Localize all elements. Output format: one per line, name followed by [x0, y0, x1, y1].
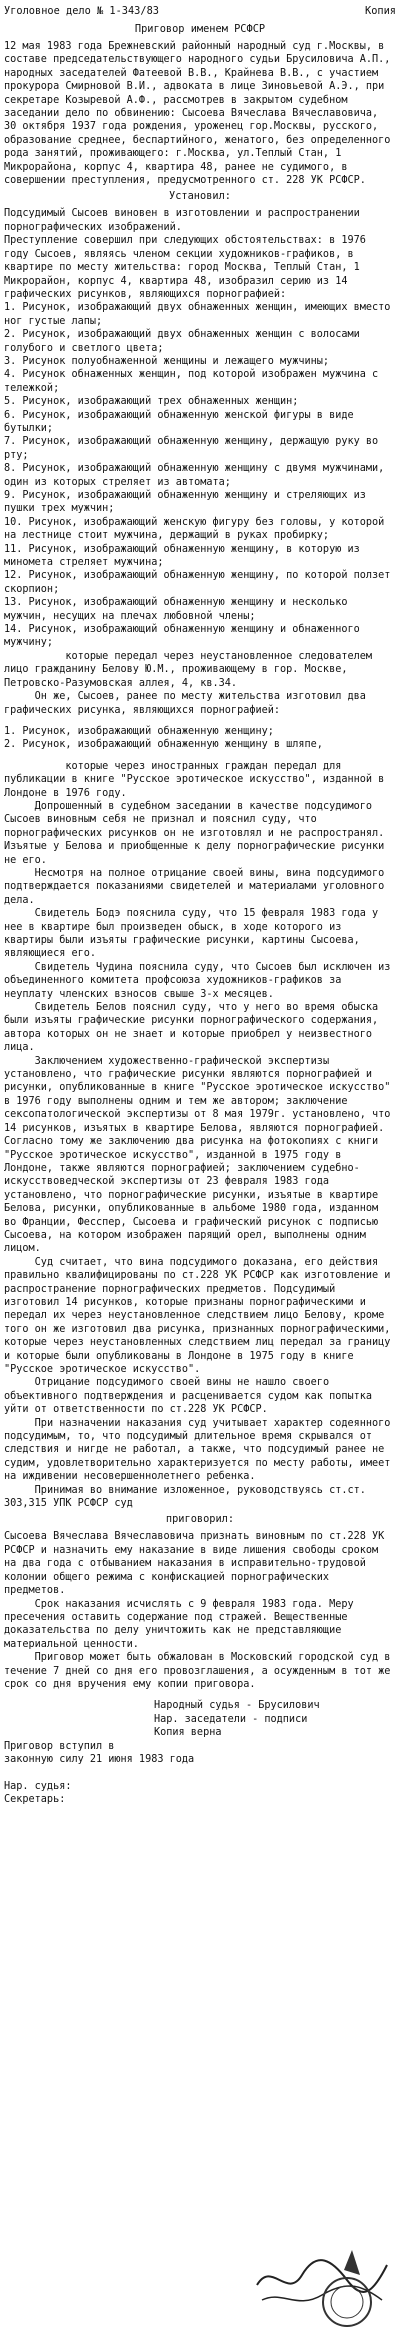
paragraph-7: Несмотря на полное отрицание своей вины, вина подсудимого подтверждается показаниями свидетелей и материалами уголовного дела.: [4, 867, 391, 906]
list-item: 2. Рисунок, изображающий двух обнаженных женщин с волосами голубого и светлого цвета;: [4, 329, 366, 354]
copy-certified-line: Копия верна: [154, 1727, 222, 1739]
case-number: Уголовное дело № 1-343/83: [4, 5, 159, 17]
sentenced-heading: приговорил:: [165, 1513, 235, 1526]
list-item: 1. Рисунок, изображающий обнаженную женщину;: [4, 725, 274, 737]
paragraph-16: Сысоева Вячеслава Вячеславовича признать виновным по ст.228 УК РСФСР и назначить ему наказание в виде лишения свободы сроком на два года с отбыванием наказания в исправительно-трудовой колонии общего режима с конфискацией порнографических предметов.: [4, 1531, 391, 1597]
list-item: 6. Рисунок, изображающий обнаженную женской фигуры в виде бутылки;: [4, 409, 360, 434]
list-item: 2. Рисунок, изображающий обнаженную женщину в шляпе,: [4, 739, 323, 751]
handwritten-signature-icon: [252, 2230, 392, 2330]
list-item: 12. Рисунок, изображающий обнаженную женщину, по которой ползет скорпион;: [4, 570, 397, 595]
paragraph-11: Заключением художественно-графической экспертизы установлено, что графические рисунки являются порнографией и рисунки, опубликованные в книге "Русское эротическое искусство" в 1976 году выполнены одним и тем же автором; заключение сексопатологической экспертизы от 8 мая 1979г. установлено, что 14 рисунков, изъятых в квартире Белова, являются порнографией. Согласно тому же заключению два рисунка на фотокопиях с книги "Русское эротическое искусство", изданной в 1975 году в Лондоне, также являются порнографией; заключением судебно-искусствоведческой экспертизы от 23 февраля 1983 года установлено, что порнографические рисунки, изъятые в квартире Белова, рисунки, опубликованные в альбоме 1980 года, изданном во Франции, Фесспер, Сысоева и графический рисунок с подписью Сысоева, на котором изображен парящий орел, выполнены одним лицом.: [4, 1055, 397, 1255]
paragraph-9: Свидетель Чудина пояснила суду, что Сысоев был исключен из объединенного комитета профсоюза художников-графиков за неуплату членских взносов свыше 3-х месяцев.: [4, 961, 397, 1000]
list-item: 10. Рисунок, изображающий женскую фигуру без головы, у которой на лестнице стоит мужчина, держащий в руках пробирку;: [4, 516, 391, 542]
paragraph-13: Отрицание подсудимого своей вины не нашло своего объективного подтверждения и расценивается судом как попытка уйти от ответственности по ст.228 УК РСФСР.: [4, 1377, 379, 1416]
list-item: 4. Рисунок обнаженных женщин, под которой изображен мужчина с тележкой;: [4, 369, 385, 394]
paragraph-3: которые передал через неустановленное следователем лицо гражданину Белову Ю.М., проживающему в гор. Москве, Петровско-Разумовская аллея, 4, кв.34.: [4, 650, 379, 689]
list-item: 9. Рисунок, изображающий обнаженную женщину и стреляющих из пушки трех мужчин;: [4, 490, 373, 515]
entry-into-force-block: Приговор вступил в законную силу 21 июня 1983 года Нар. судья: Секретарь:: [4, 1740, 195, 1806]
paragraph-15: Принимая во внимание изложенное, руководствуясь ст.ст. 303,315 УПК РСФСР суд: [4, 1484, 373, 1510]
list-item: 7. Рисунок, изображающий обнаженную женщину, держащую руку во рту;: [4, 436, 385, 461]
established-heading: Установил:: [169, 190, 231, 203]
list-item: 8. Рисунок, изображающий обнаженную женщину с двумя мужчинами, один из которых стреляет из автомата;: [4, 463, 391, 488]
assessors-signature-line: Нар. заседатели - подписи: [154, 1713, 308, 1725]
court-stamp: [252, 2230, 392, 2330]
paragraph-8: Свидетель Бодэ пояснила суду, что 15 февраля 1983 года у нее в квартире был произведен обыск, в ходе которого из квартиры были изъяты графические рисунки, картины Сысоева, являющиеся его.: [4, 908, 385, 960]
paragraph-18: Приговор может быть обжалован в Московский городской суд в течение 7 дней со дня его провозглашения, а осужденным в тот же срок со дня вручения ему копии приговора.: [4, 1652, 397, 1690]
list-item: 11. Рисунок, изображающий обнаженную женщину, в которую из миномета стреляет мужчина;: [4, 543, 366, 569]
paragraph-4: Он же, Сысоев, ранее по месту жительства изготовил два графических рисунка, являющихся порнографией:: [4, 691, 373, 716]
paragraph-2: Преступление совершил при следующих обстоятельствах: в 1976 году Сысоев, являясь членом секции художников-графиков, в квартире по месту жительства: город Москва, Теплый Стан, 1 Микрорайон, корпус 4, квартира 48, изобразил серию из 14 графических рисунков, являющихся порнографией:: [4, 235, 373, 300]
intro-paragraph: 12 мая 1983 года Брежневский районный народный суд г.Москвы, в составе председательствующего народного судьи Брусиловича А.П., народных заседателей Фатеевой В.В., Крайнева В.В., с участием прокурора Смирновой В.И., адвоката в лице Зиновьевой А.Э., при секретаре Козыревой А.Ф., рассмотрев в закрытом судебном заседании дело по обвинению: Сысоева Вячеслава Вячеславовича, 30 октября 1937 года рождения, уроженец гор.Москвы, русского, образование среднее, беспартийного, женатого, без определенного рода занятий, проживающего: г.Москва, ул.Теплый Стан, 1 Микрорайона, корпус 4, квартира 48, ранее не судимого, в совершении преступления, предусмотренного ст. 228 УК РСФСР.: [4, 41, 397, 187]
list-item: 13. Рисунок, изображающий обнаженную женщину и несколько мужчин, несущих на плечах любовной члены;: [4, 597, 354, 622]
paragraph-5: которые через иностранных граждан передал для публикации в книге "Русское эротическое искусство", изданной в Лондоне в 1976 году.: [4, 760, 391, 799]
judge-signature-line: Народный судья - Брусилович: [154, 1700, 320, 1712]
list-item: 3. Рисунок полуобнаженной женщины и лежащего мужчины;: [4, 355, 330, 367]
paragraph-17: Срок наказания исчислять с 9 февраля 1983 года. Меру пресечения оставить содержание под стражей. Вещественные доказательства по делу уничтожить как не представляющие материальной ценности.: [4, 1598, 360, 1650]
list-item: 14. Рисунок, изображающий обнаженную женщину и обнаженного мужчину;: [4, 624, 366, 649]
paragraph-12: Суд считает, что вина подсудимого доказана, его действия правильно квалифицированы по ст.228 УК РСФСР как изготовление и распространение порнографических предметов. Подсудимый изготовил 14 рисунков, которые признаны порнографическими и передал их через неустановленное следствием лицо Белову, кроме того он же изготовил два рисунка, признанных порнографическими, которые через неустановленных следствием лиц передал за границу и которые были опубликованы в Лондоне в 1975 году в книге "Русское эротическое искусство".: [4, 1256, 397, 1375]
document-header: [4, 4, 396, 20]
copy-label: Копия: [365, 5, 396, 17]
paragraph-1: Подсудимый Сысоев виновен в изготовлении и распространении порнографических изображений.: [4, 208, 366, 233]
drawings-list-1: [4, 301, 396, 650]
drawings-list-2: [4, 725, 396, 752]
paragraph-10: Свидетель Белов пояснил суду, что у него во время обыска были изъяты графические рисунки порнографического содержания, автора которых он не знает и которые приобрел у неизвестного лица.: [4, 1002, 385, 1054]
verdict-title: Приговор именем РСФСР: [134, 23, 266, 35]
list-item: 1. Рисунок, изображающий двух обнаженных женщин, имеющих вместо ног густые лапы;: [4, 302, 397, 327]
paragraph-6: Допрошенный в судебном заседании в качестве подсудимого Сысоев виновным себя не признал и пояснил суду, что порнографических рисунков он не изготовлял и не распространял. Изъятые у Белова и приобщенные к делу порнографические рисунки не его.: [4, 800, 391, 866]
paragraph-14: При назначении наказания суд учитывает характер содеянного подсудимым, то, что подсудимый длительное время скрывался от следствия и нигде не работал, а также, что подсудимый ранее не судим, удовлетворительно характеризуется по месту работы, имеет на иждивении несовершеннолетнего ребенка.: [4, 1417, 397, 1483]
list-item: 5. Рисунок, изображающий трех обнаженных женщин;: [4, 396, 299, 408]
